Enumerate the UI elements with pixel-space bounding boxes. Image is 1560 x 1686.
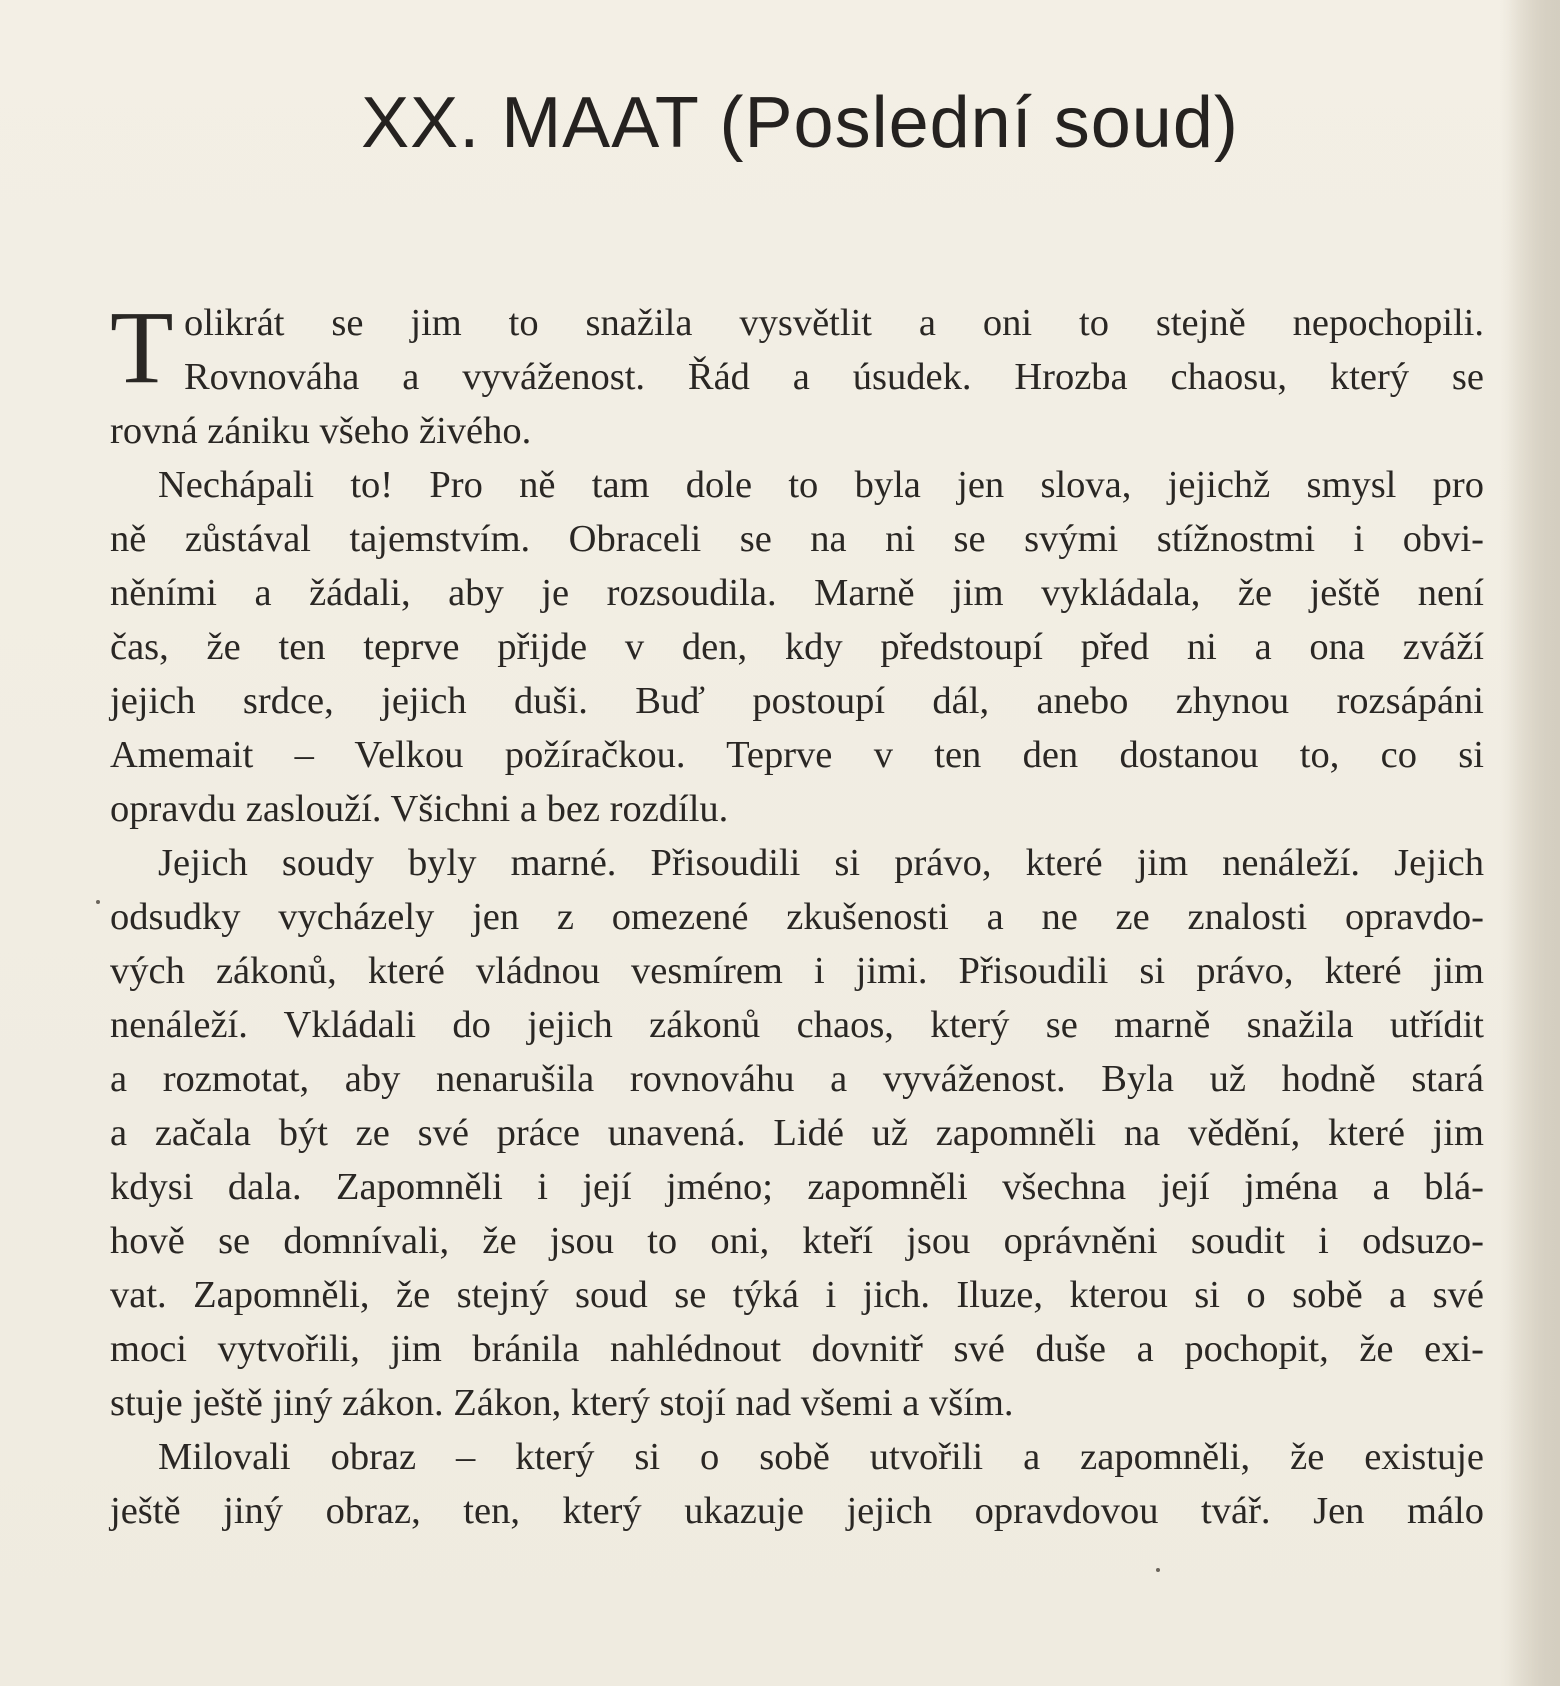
text-line: vých zákonů, které vládnou vesmírem i jimi. Přisoudili si právo, které jim	[110, 950, 1484, 992]
text-line: moci vytvořili, jim bránila nahlédnout dovnitř své duše a pochopit, že exi-	[110, 1328, 1484, 1370]
text-line: vat. Zapomněli, že stejný soud se týká i jich. Iluze, kterou si o sobě a své	[110, 1274, 1484, 1316]
body-text	[110, 290, 1484, 1538]
text-line: Amemait – Velkou požíračkou. Teprve v ten den dostanou to, co si	[110, 734, 1484, 776]
text-line: odsudky vycházely jen z omezené zkušenosti a ne ze znalosti opravdo-	[110, 896, 1484, 938]
text-line: hově se domnívali, že jsou to oni, kteří jsou oprávněni soudit i odsuzo-	[110, 1220, 1484, 1262]
text-line: a začala být ze své práce unavená. Lidé už zapomněli na vědění, které jim	[110, 1112, 1484, 1154]
page-edge-shadow	[1508, 0, 1560, 1686]
chapter-title: XX. MAAT (Poslední soud)	[361, 83, 1239, 163]
paper-speck	[1156, 1568, 1160, 1572]
paragraph-3	[110, 836, 1484, 1430]
text-line: olikrát se jim to snažila vysvětlit a oni to stejně nepochopili.	[184, 302, 1484, 344]
text-line: ještě jiný obraz, ten, který ukazuje jejich opravdovou tvář. Jen málo	[110, 1490, 1484, 1532]
text-line: něními a žádali, aby je rozsoudila. Marně jim vykládala, že ještě není	[110, 572, 1484, 614]
text-line: rovná zániku všeho živého.	[110, 410, 532, 452]
text-line: ně zůstával tajemstvím. Obraceli se na ni se svými stížnostmi i obvi-	[110, 518, 1484, 560]
paper-speck	[96, 900, 100, 904]
text-line: stuje ještě jiný zákon. Zákon, který stojí nad všemi a vším.	[110, 1382, 1014, 1424]
drop-cap: T	[110, 290, 174, 405]
text-line: jejich srdce, jejich duši. Buď postoupí dál, anebo zhynou rozsápáni	[110, 680, 1484, 722]
text-line: opravdu zaslouží. Všichni a bez rozdílu.	[110, 788, 729, 830]
text-line: Jejich soudy byly marné. Přisoudili si právo, které jim nenáleží. Jejich	[158, 842, 1484, 884]
text-line: Nechápali to! Pro ně tam dole to byla jen slova, jejichž smysl pro	[158, 464, 1484, 506]
text-line: čas, že ten teprve přijde v den, kdy předstoupí před ni a ona zváží	[110, 626, 1484, 668]
text-line: Rovnováha a vyváženost. Řád a úsudek. Hrozba chaosu, který se	[184, 356, 1484, 398]
text-line: a rozmotat, aby nenarušila rovnováhu a vyváženost. Byla už hodně stará	[110, 1058, 1484, 1100]
text-line: Milovali obraz – který si o sobě utvořili a zapomněli, že existuje	[158, 1436, 1484, 1478]
text-line: nenáleží. Vkládali do jejich zákonů chaos, který se marně snažila utřídit	[110, 1004, 1484, 1046]
paragraph-2	[110, 458, 1484, 836]
paragraph-1	[110, 290, 1484, 458]
paragraph-4	[110, 1430, 1484, 1538]
text-line: kdysi dala. Zapomněli i její jméno; zapomněli všechna její jména a blá-	[110, 1166, 1484, 1208]
